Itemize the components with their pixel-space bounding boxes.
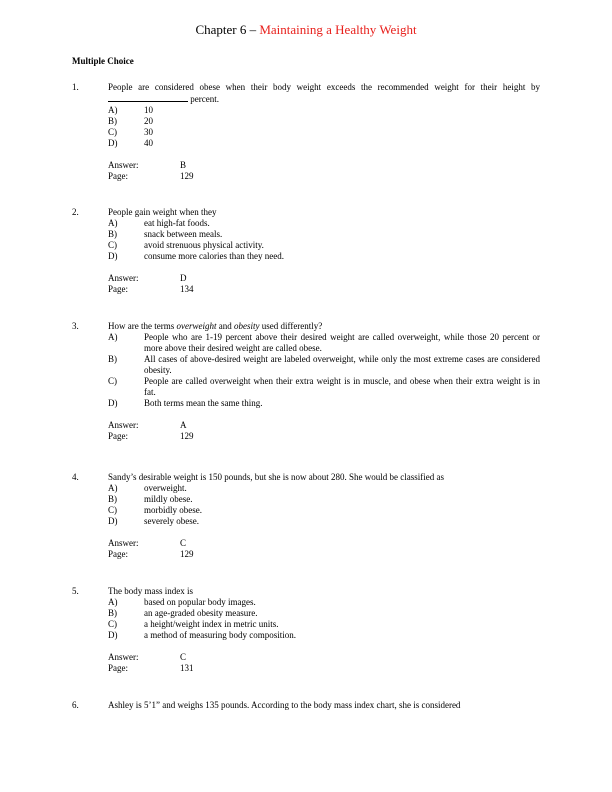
question-stem-text: used differently? — [259, 321, 323, 331]
term-overweight: overweight — [176, 321, 217, 331]
question-stem-suffix: percent. — [190, 94, 219, 104]
question-number: 3. — [72, 321, 79, 331]
option — [108, 494, 540, 505]
page-label: Page: — [108, 663, 128, 673]
option — [108, 505, 540, 516]
page-value: 134 — [180, 284, 194, 294]
option — [108, 608, 540, 619]
answer-label: Answer: — [108, 538, 139, 548]
answer-block — [108, 420, 540, 442]
option — [108, 398, 540, 409]
answer-block — [108, 273, 540, 295]
page-label: Page: — [108, 284, 128, 294]
answer-label: Answer: — [108, 273, 139, 283]
option — [108, 251, 540, 262]
option-letter: D) — [108, 516, 118, 526]
answer-value: C — [180, 538, 187, 548]
option — [108, 597, 540, 608]
option-text: People are called overweight when their extra weight is in muscle, and obese when their extra weight is in fat. — [144, 376, 540, 397]
option — [108, 127, 540, 138]
option-text: based on popular body images. — [144, 597, 256, 607]
option-text: a method of measuring body composition. — [144, 630, 296, 640]
option-text: eat high-fat foods. — [144, 218, 210, 228]
chapter-title-prefix: Chapter 6 – — [195, 22, 260, 37]
option-text: avoid strenuous physical activity. — [144, 240, 264, 250]
option-text: 10 — [144, 105, 153, 115]
option-letter: D) — [108, 251, 118, 261]
option-letter: B) — [108, 354, 117, 364]
option — [108, 516, 540, 527]
answer-block — [108, 160, 540, 182]
question-stem-text: How are the terms — [108, 321, 177, 331]
answer-blank — [108, 93, 188, 102]
page-label: Page: — [108, 549, 128, 559]
option-letter: B) — [108, 494, 117, 504]
option-text: mildly obese. — [144, 494, 193, 504]
question-stem — [108, 321, 540, 332]
option-text: overweight. — [144, 483, 187, 493]
option — [108, 105, 540, 116]
question-stem-text: and — [216, 321, 234, 331]
option-text: consume more calories than they need. — [144, 251, 284, 261]
question-number: 4. — [72, 472, 79, 482]
question-5 — [72, 586, 540, 674]
question-number: 5. — [72, 586, 79, 596]
option — [108, 354, 540, 376]
option-letter: C) — [108, 619, 117, 629]
answer-block — [108, 652, 540, 674]
page-label: Page: — [108, 171, 128, 181]
option-letter: D) — [108, 630, 118, 640]
option-letter: C) — [108, 505, 117, 515]
option — [108, 240, 540, 251]
option-text: morbidly obese. — [144, 505, 202, 515]
page-value: 131 — [180, 663, 194, 673]
option-letter: B) — [108, 608, 117, 618]
section-heading: Multiple Choice — [72, 56, 134, 66]
option — [108, 116, 540, 127]
term-obesity: obesity — [233, 321, 260, 331]
option — [108, 229, 540, 240]
option-letter: D) — [108, 138, 118, 148]
page-value: 129 — [180, 171, 194, 181]
option — [108, 138, 540, 149]
option — [108, 376, 540, 398]
option-text: People who are 1-19 percent above their desired weight are called overweight, while those 20 percent or more above their desired weight are called obese. — [144, 332, 540, 353]
option-text: 20 — [144, 116, 153, 126]
chapter-title-highlight: Maintaining a Healthy Weight — [259, 22, 417, 37]
question-stem: People gain weight when they — [108, 207, 217, 217]
option-letter: A) — [108, 597, 118, 607]
question-number: 1. — [72, 82, 79, 92]
option-text: Both terms mean the same thing. — [144, 398, 263, 408]
question-number: 6. — [72, 700, 79, 710]
answer-label: Answer: — [108, 160, 139, 170]
question-1 — [72, 82, 540, 182]
option-text: a height/weight index in metric units. — [144, 619, 279, 629]
option-letter: D) — [108, 398, 118, 408]
answer-block — [108, 538, 540, 560]
answer-value: B — [180, 160, 187, 170]
option — [108, 218, 540, 229]
option-text: 40 — [144, 138, 153, 148]
answer-label: Answer: — [108, 420, 139, 430]
answer-label: Answer: — [108, 652, 139, 662]
option — [108, 630, 540, 641]
answer-value: A — [180, 420, 187, 430]
question-stem: The body mass index is — [108, 586, 193, 596]
option-text: snack between meals. — [144, 229, 223, 239]
page-label: Page: — [108, 431, 128, 441]
option-letter: C) — [108, 127, 117, 137]
option-text: severely obese. — [144, 516, 199, 526]
option-letter: B) — [108, 116, 117, 126]
option-letter: A) — [108, 105, 118, 115]
question-4 — [72, 472, 540, 560]
answer-value: D — [180, 273, 187, 283]
question-stem — [108, 82, 540, 105]
chapter-title — [0, 22, 612, 38]
question-stem: Ashley is 5’1” and weighs 135 pounds. According to the body mass index chart, she is considered — [108, 700, 461, 710]
option — [108, 483, 540, 494]
answer-value: C — [180, 652, 187, 662]
question-stem: Sandy’s desirable weight is 150 pounds, but she is now about 280. She would be classified as — [108, 472, 444, 482]
option-letter: A) — [108, 332, 118, 342]
question-3 — [72, 321, 540, 442]
question-6 — [72, 700, 540, 711]
question-number: 2. — [72, 207, 79, 217]
option-letter: C) — [108, 376, 117, 386]
page-value: 129 — [180, 549, 194, 559]
question-2 — [72, 207, 540, 295]
option-letter: C) — [108, 240, 117, 250]
option-letter: A) — [108, 218, 118, 228]
option-letter: A) — [108, 483, 118, 493]
option-text: an age-graded obesity measure. — [144, 608, 258, 618]
question-stem-text: People are considered obese when their body weight exceeds the recommended weight for their height by — [108, 82, 540, 92]
option — [108, 332, 540, 354]
option-text: All cases of above-desired weight are labeled overweight, while only the most extreme cases are considered obesity. — [144, 354, 540, 375]
option-letter: B) — [108, 229, 117, 239]
option — [108, 619, 540, 630]
page-value: 129 — [180, 431, 194, 441]
option-text: 30 — [144, 127, 153, 137]
